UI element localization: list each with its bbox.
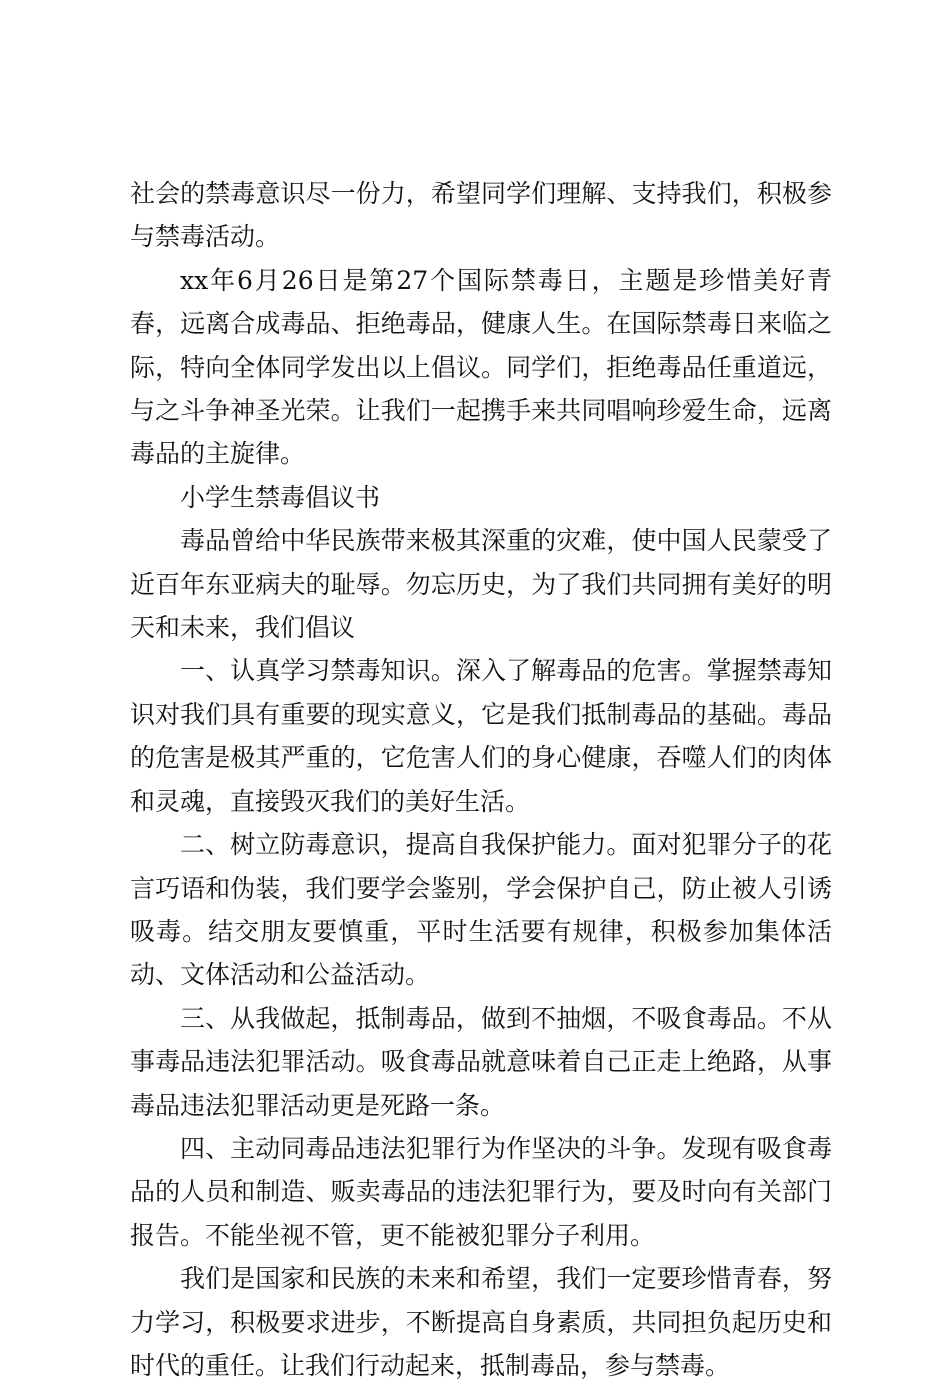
paragraph-item-1: 一、认真学习禁毒知识。深入了解毒品的危害。掌握禁毒知识对我们具有重要的现实意义，它是我们抵制毒品的基础。毒品的危害是极其严重的，它危害人们的身心健康，吞噬人们的肉体和灵魂，直接毁灭我们的美好生活。 — [130, 656, 832, 816]
paragraph-item-3: 三、从我做起，抵制毒品，做到不抽烟，不吸食毒品。不从事毒品违法犯罪活动。吸食毒品就意味着自己正走上绝路，从事毒品违法犯罪活动更是死路一条。 — [130, 1003, 832, 1120]
document-body — [130, 172, 832, 1387]
paragraph-continuation: 社会的禁毒意识尽一份力，希望同学们理解、支持我们，积极参与禁毒活动。 — [130, 179, 832, 252]
paragraph-item-4: 四、主动同毒品违法犯罪行为作坚决的斗争。发现有吸食毒品的人员和制造、贩卖毒品的违法犯罪行为，要及时向有关部门报告。不能坐视不管，更不能被犯罪分子利用。 — [130, 1133, 832, 1250]
paragraph-drug-day: xx年6月26日是第27个国际禁毒日，主题是珍惜美好青春，远离合成毒品、拒绝毒品，健康人生。在国际禁毒日来临之际，特向全体同学发出以上倡议。同学们，拒绝毒品任重道远，与之斗争神圣光荣。让我们一起携手来共同唱响珍爱生命，远离毒品的主旋律。 — [130, 265, 832, 469]
paragraph-intro: 毒品曾给中华民族带来极其深重的灾难，使中国人民蒙受了近百年东亚病夫的耻辱。勿忘历史，为了我们共同拥有美好的明天和未来，我们倡议 — [130, 526, 832, 643]
paragraph-item-2: 二、树立防毒意识，提高自我保护能力。面对犯罪分子的花言巧语和伪装，我们要学会鉴别，学会保护自己，防止被人引诱吸毒。结交朋友要慎重，平时生活要有规律，积极参加集体活动、文体活动和公益活动。 — [130, 830, 832, 990]
section-title: 小学生禁毒倡议书 — [180, 482, 381, 512]
paragraph-closing: 我们是国家和民族的未来和希望，我们一定要珍惜青春，努力学习，积极要求进步，不断提高自身素质，共同担负起历史和时代的重任。让我们行动起来，抵制毒品，参与禁毒。 — [130, 1264, 832, 1380]
